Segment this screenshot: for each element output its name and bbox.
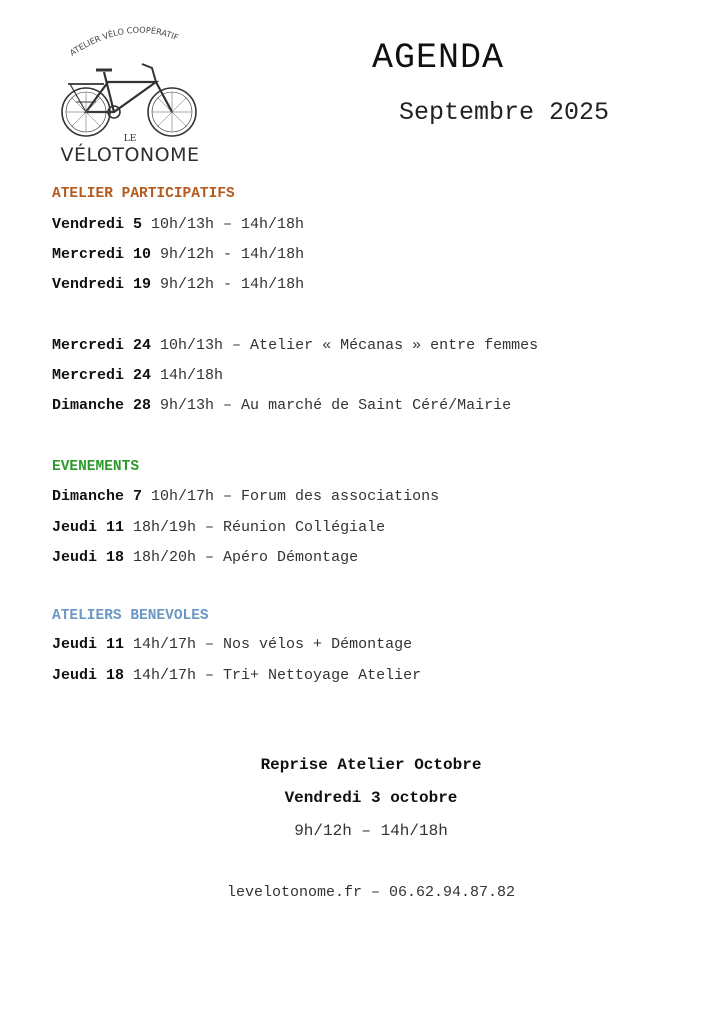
event-day: Dimanche 7 <box>52 488 143 505</box>
event-detail: 9h/12h - 14h/18h <box>160 276 305 293</box>
event-day: Jeudi 18 <box>52 549 125 566</box>
event-detail: 14h/17h – Nos vélos + Démontage <box>133 636 413 653</box>
reprise-date: Vendredi 3 octobre <box>284 789 458 807</box>
event-day: Vendredi 19 <box>52 276 152 293</box>
list-item <box>52 397 511 414</box>
event-detail: 10h/17h – Forum des associations <box>151 488 440 505</box>
logo-tagline: ATELIER VÉLO COOPÉRATIF <box>67 24 181 58</box>
list-item <box>52 667 421 684</box>
event-detail: 14h/18h <box>160 367 224 384</box>
event-detail: 18h/20h – Apéro Démontage <box>133 549 359 566</box>
list-item <box>52 519 385 536</box>
list-item <box>52 367 223 384</box>
section-heading-events: EVENEMENTS <box>52 459 140 475</box>
event-day: Jeudi 11 <box>52 636 125 653</box>
list-item <box>52 549 358 566</box>
logo-le: LE <box>123 134 137 144</box>
event-day: Mercredi 10 <box>52 246 152 263</box>
list-item <box>52 216 304 233</box>
reprise-hours: 9h/12h – 14h/18h <box>294 822 448 840</box>
list-item <box>52 636 412 653</box>
page-subtitle: Septembre 2025 <box>399 98 610 127</box>
event-detail: 9h/13h – Au marché de Saint Céré/Mairie <box>160 397 512 414</box>
event-detail: 14h/17h – Tri+ Nettoyage Atelier <box>133 667 422 684</box>
event-day: Mercredi 24 <box>52 367 152 384</box>
event-day: Jeudi 11 <box>52 519 125 536</box>
list-item <box>52 276 304 293</box>
list-item <box>52 488 439 505</box>
list-item <box>52 246 304 263</box>
event-detail: 9h/12h - 14h/18h <box>160 246 305 263</box>
event-detail: 10h/13h – 14h/18h <box>151 216 305 233</box>
event-day: Mercredi 24 <box>52 337 152 354</box>
list-item <box>52 337 538 354</box>
logo-name: VÉLOTONOME <box>60 144 200 166</box>
logo <box>50 20 210 166</box>
event-day: Jeudi 18 <box>52 667 125 684</box>
event-day: Vendredi 5 <box>52 216 143 233</box>
event-detail: 10h/13h – Atelier « Mécanas » entre femmes <box>160 337 539 354</box>
event-detail: 18h/19h – Réunion Collégiale <box>133 519 386 536</box>
bicycle-icon <box>56 50 201 145</box>
page-title: AGENDA <box>372 38 505 78</box>
event-day: Dimanche 28 <box>52 397 152 414</box>
section-heading-atelier: ATELIER PARTICIPATIFS <box>52 186 235 202</box>
footer-contact: levelotonome.fr – 06.62.94.87.82 <box>226 884 516 901</box>
reprise-title: Reprise Atelier Octobre <box>260 756 482 774</box>
section-heading-benevoles: ATELIERS BENEVOLES <box>52 608 209 624</box>
